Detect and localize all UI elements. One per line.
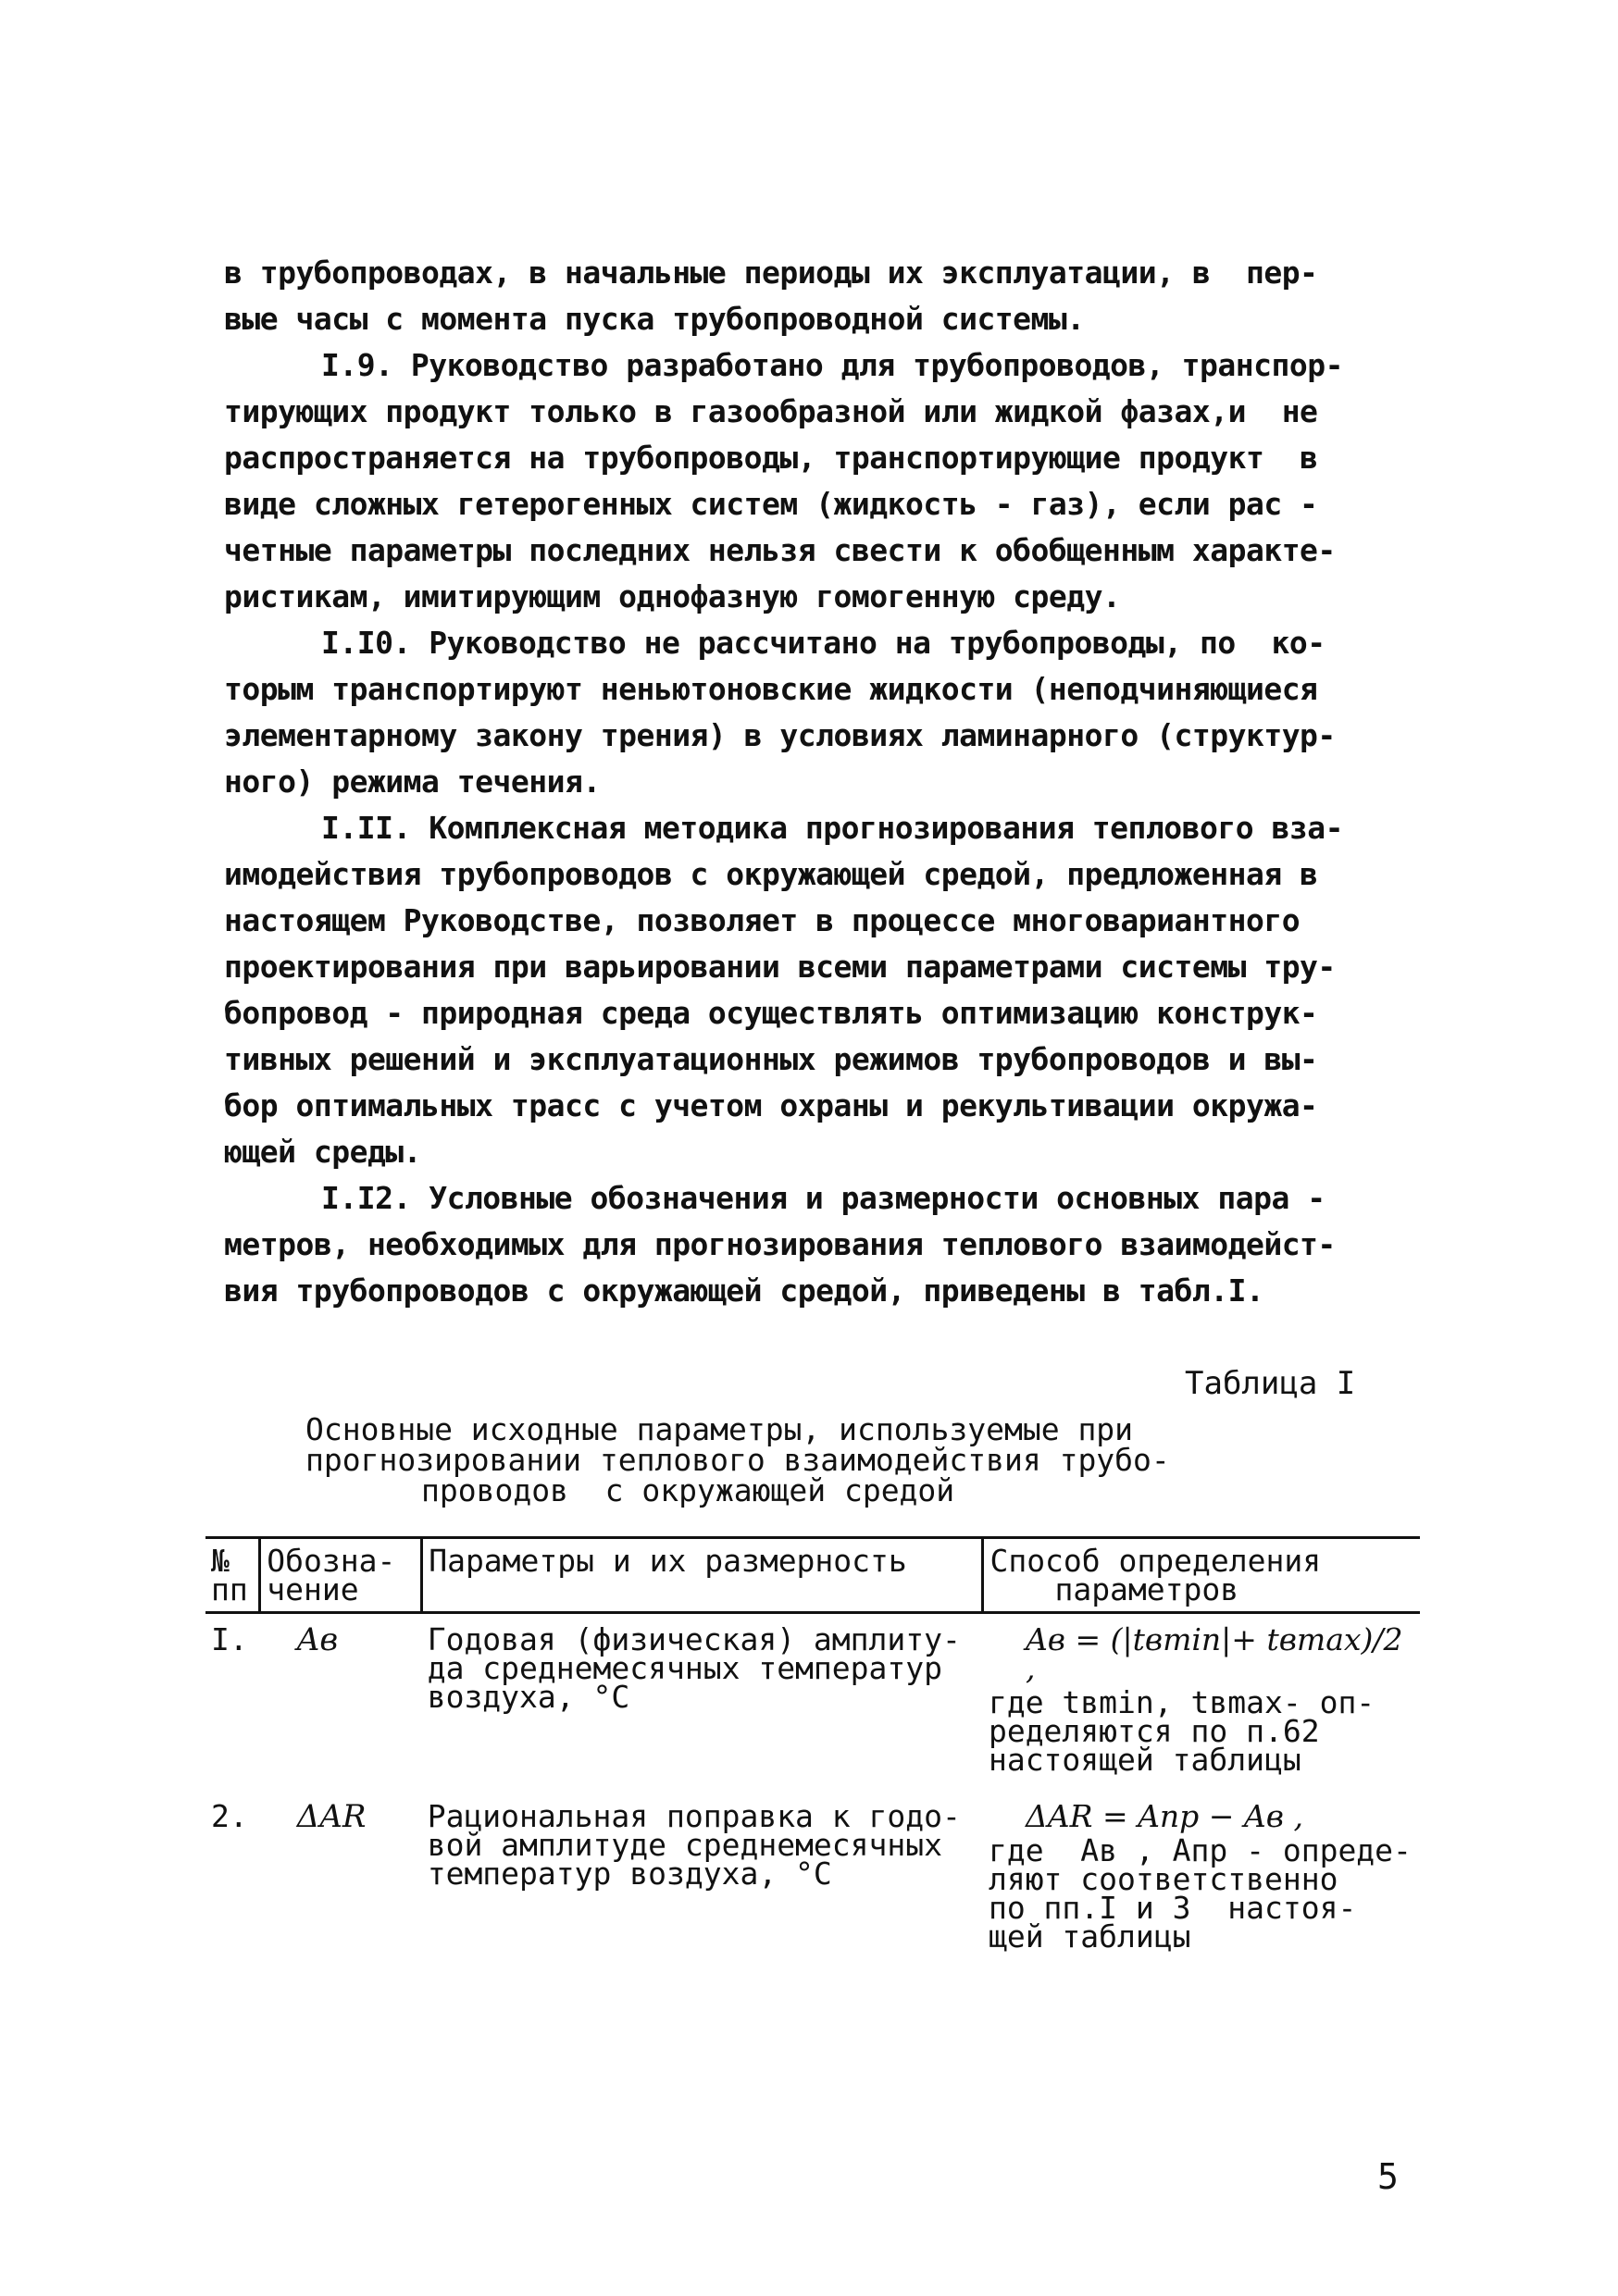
method-line: где Aв , Aпр - опреде- [988, 1832, 1412, 1868]
param-line: да среднемесячных температур [427, 1650, 942, 1686]
text-line: бопровод - природная среда осуществлять оптимизацию конструк- [224, 995, 1318, 1031]
paragraph-intro [224, 250, 1400, 342]
header-num [205, 1538, 260, 1613]
text-line: I.II. Комплексная методика прогнозирования теплового вза- [321, 810, 1343, 846]
row-method [983, 1791, 1420, 1967]
param-line: Годовая (физическая) амплиту- [427, 1621, 961, 1657]
header-text: Параметры и их размерность [429, 1543, 907, 1579]
header-method [983, 1538, 1420, 1613]
row-num: I. [211, 1621, 248, 1657]
row-symbol [260, 1613, 422, 1792]
header-text: Способ определения [989, 1543, 1322, 1579]
parameters-table [205, 1536, 1420, 1967]
text-line: в трубопроводах, в начальные периоды их эксплуатации, в пер- [224, 254, 1318, 291]
page-number: 5 [1377, 2156, 1399, 2197]
text-line: торым транспортируют неньютоновские жидкости (неподчиняющиеся [224, 671, 1318, 707]
text-line: I.I2. Условные обозначения и размерности основных пара - [321, 1180, 1326, 1216]
header-text: № [211, 1543, 230, 1579]
header-param [422, 1538, 983, 1613]
text-line: четные параметры последних нельзя свести к обобщенным характе- [224, 532, 1336, 568]
caption-line: проводов с окружающей средой [421, 1472, 955, 1508]
text-line: виде сложных гетерогенных систем (жидкость - газ), если рас - [224, 486, 1318, 522]
text-line: бор оптимальных трасс с учетом охраны и рекультивации окружа- [224, 1087, 1318, 1123]
table-header-row [205, 1538, 1420, 1613]
method-line: где tвmin, tвmax- оп- [988, 1684, 1375, 1720]
text-line: ристикам, имитирующим однофазную гомогенную среду. [224, 578, 1121, 614]
row-param [422, 1613, 983, 1792]
header-text: пп [211, 1571, 248, 1607]
method-line: ляют соответственно [988, 1861, 1338, 1897]
param-line: вой амплитуде среднемесячных [427, 1827, 942, 1863]
paragraph-1-11 [224, 805, 1400, 1175]
row-param [422, 1791, 983, 1967]
paragraph-1-9 [224, 342, 1400, 620]
method-line: настоящей таблицы [988, 1742, 1301, 1778]
text-line: вые часы с момента пуска трубопроводной системы. [224, 301, 1085, 337]
caption-line: прогнозировании теплового взаимодействия трубо- [305, 1442, 1170, 1478]
param-line: воздуха, °C [427, 1679, 630, 1715]
row-symbol [260, 1791, 422, 1967]
table-row [205, 1613, 1420, 1792]
paragraph-1-10 [224, 620, 1400, 805]
method-line: щей таблицы [988, 1918, 1191, 1955]
header-text: чение [267, 1571, 359, 1607]
text-line: ного) режима течения. [224, 763, 601, 800]
param-line: температур воздуха, °C [427, 1855, 832, 1892]
caption-line: Основные исходные параметры, используемые при [305, 1411, 1134, 1447]
text-line: проектирования при варьировании всеми параметрами системы тру- [224, 949, 1336, 985]
row-method [983, 1613, 1420, 1792]
formula: ΔAR = Aпр − Aв , [1025, 1798, 1303, 1834]
method-line: ределяются по п.62 [988, 1713, 1320, 1749]
text-line: метров, необходимых для прогнозирования теплового взаимодейст- [224, 1226, 1336, 1262]
method-line: по пп.I и 3 настоя- [988, 1890, 1357, 1926]
text-line: распространяется на трубопроводы, транспортирующие продукт в [224, 440, 1318, 476]
header-text: Обозна- [267, 1543, 396, 1579]
paragraph-1-12 [224, 1175, 1400, 1314]
text-line: I.9. Руководство разработано для трубопроводов, транспор- [321, 347, 1343, 383]
formula: Aв = (|tвmin|+ tвmax)/2 , [1025, 1621, 1403, 1686]
text-line: тивных решений и эксплуатационных режимов трубопроводов и вы- [224, 1041, 1318, 1077]
text-line: ющей среды. [224, 1134, 422, 1170]
table-caption [305, 1411, 1324, 1508]
text-line: вия трубопроводов с окружающей средой, приведены в табл.I. [224, 1272, 1264, 1309]
text-line: имодействия трубопроводов с окружающей средой, предложенная в [224, 856, 1318, 892]
text-line: настоящем Руководстве, позволяет в процессе многовариантного [224, 902, 1301, 938]
header-symbol [260, 1538, 422, 1613]
body-text [224, 250, 1400, 1314]
header-text: параметров [1054, 1571, 1239, 1607]
symbol-text: Aв [296, 1621, 339, 1658]
text-line: тирующих продукт только в газообразной или жидкой фазах,и не [224, 393, 1318, 429]
param-line: Рациональная поправка к годо- [427, 1798, 961, 1834]
symbol-text: ΔAR [296, 1798, 367, 1835]
table-row [205, 1791, 1420, 1967]
text-line: элементарному закону трения) в условиях ламинарного (структур- [224, 717, 1336, 753]
row-num: 2. [211, 1798, 248, 1834]
text-line: I.I0. Руководство не рассчитано на трубопроводы, по ко- [321, 625, 1326, 661]
table-label: Таблица I [1185, 1365, 1356, 1402]
